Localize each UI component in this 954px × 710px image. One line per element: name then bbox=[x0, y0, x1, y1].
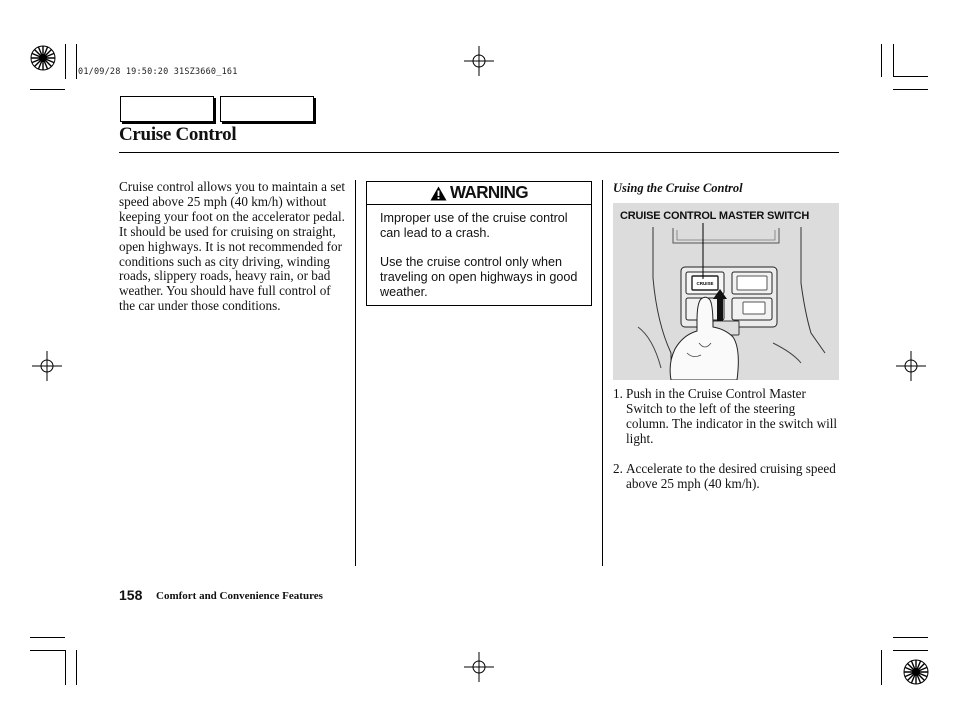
intro-paragraph: Cruise control allows you to maintain a set speed above 25 mph (40 km/h) without keeping your foot on the accelerator pedal. It should be used for cruising on straight, open highways. It is not recommended for conditions such as city driving, winding roads, slippery roads, heavy rain, or bad weather. You should have full control of the car under those conditions. bbox=[119, 179, 345, 314]
nav-box-next[interactable] bbox=[220, 96, 314, 122]
warning-box bbox=[366, 181, 592, 306]
figure-label: CRUISE CONTROL MASTER SWITCH bbox=[620, 210, 810, 222]
cruise-button-text: CRUISE bbox=[696, 281, 714, 286]
step-number: 2. bbox=[613, 460, 623, 476]
page-title: Cruise Control bbox=[119, 124, 237, 145]
starburst-target-bottom-right bbox=[903, 659, 929, 685]
registration-mark-right bbox=[896, 351, 926, 381]
warning-label: WARNING bbox=[450, 182, 528, 203]
step-item bbox=[613, 462, 841, 492]
step-text: Push in the Cruise Control Master Switch to the left of the steering column. The indicator in the switch will light. bbox=[626, 386, 838, 446]
nav-box-previous[interactable] bbox=[120, 96, 214, 122]
column-divider-left bbox=[355, 180, 356, 566]
registration-mark-bottom bbox=[464, 652, 494, 682]
column-divider-right bbox=[602, 180, 603, 566]
figure-caption: Using the Cruise Control bbox=[613, 181, 743, 195]
section-name: Comfort and Convenience Features bbox=[156, 590, 323, 602]
registration-mark-left bbox=[32, 351, 62, 381]
step-text: Accelerate to the desired cruising speed above 25 mph (40 km/h). bbox=[626, 460, 836, 491]
dashboard-switch-illustration bbox=[613, 203, 839, 380]
starburst-target-top-left bbox=[30, 45, 56, 71]
instruction-steps bbox=[613, 387, 841, 506]
figure-cruise-switch bbox=[613, 203, 839, 380]
registration-mark-top bbox=[464, 46, 494, 76]
warning-text-1: Improper use of the cruise control can lead to a crash. bbox=[380, 211, 568, 240]
title-divider bbox=[119, 152, 839, 153]
warning-header bbox=[367, 182, 591, 205]
step-number: 1. bbox=[613, 386, 623, 401]
step-item bbox=[613, 387, 841, 447]
print-timestamp: 01/09/28 19:50:20 31SZ3660_161 bbox=[78, 67, 238, 77]
warning-triangle-icon bbox=[430, 186, 447, 201]
warning-text-2: Use the cruise control only when traveling on open highways in good weather. bbox=[380, 255, 578, 299]
page-number: 158 bbox=[119, 587, 143, 603]
